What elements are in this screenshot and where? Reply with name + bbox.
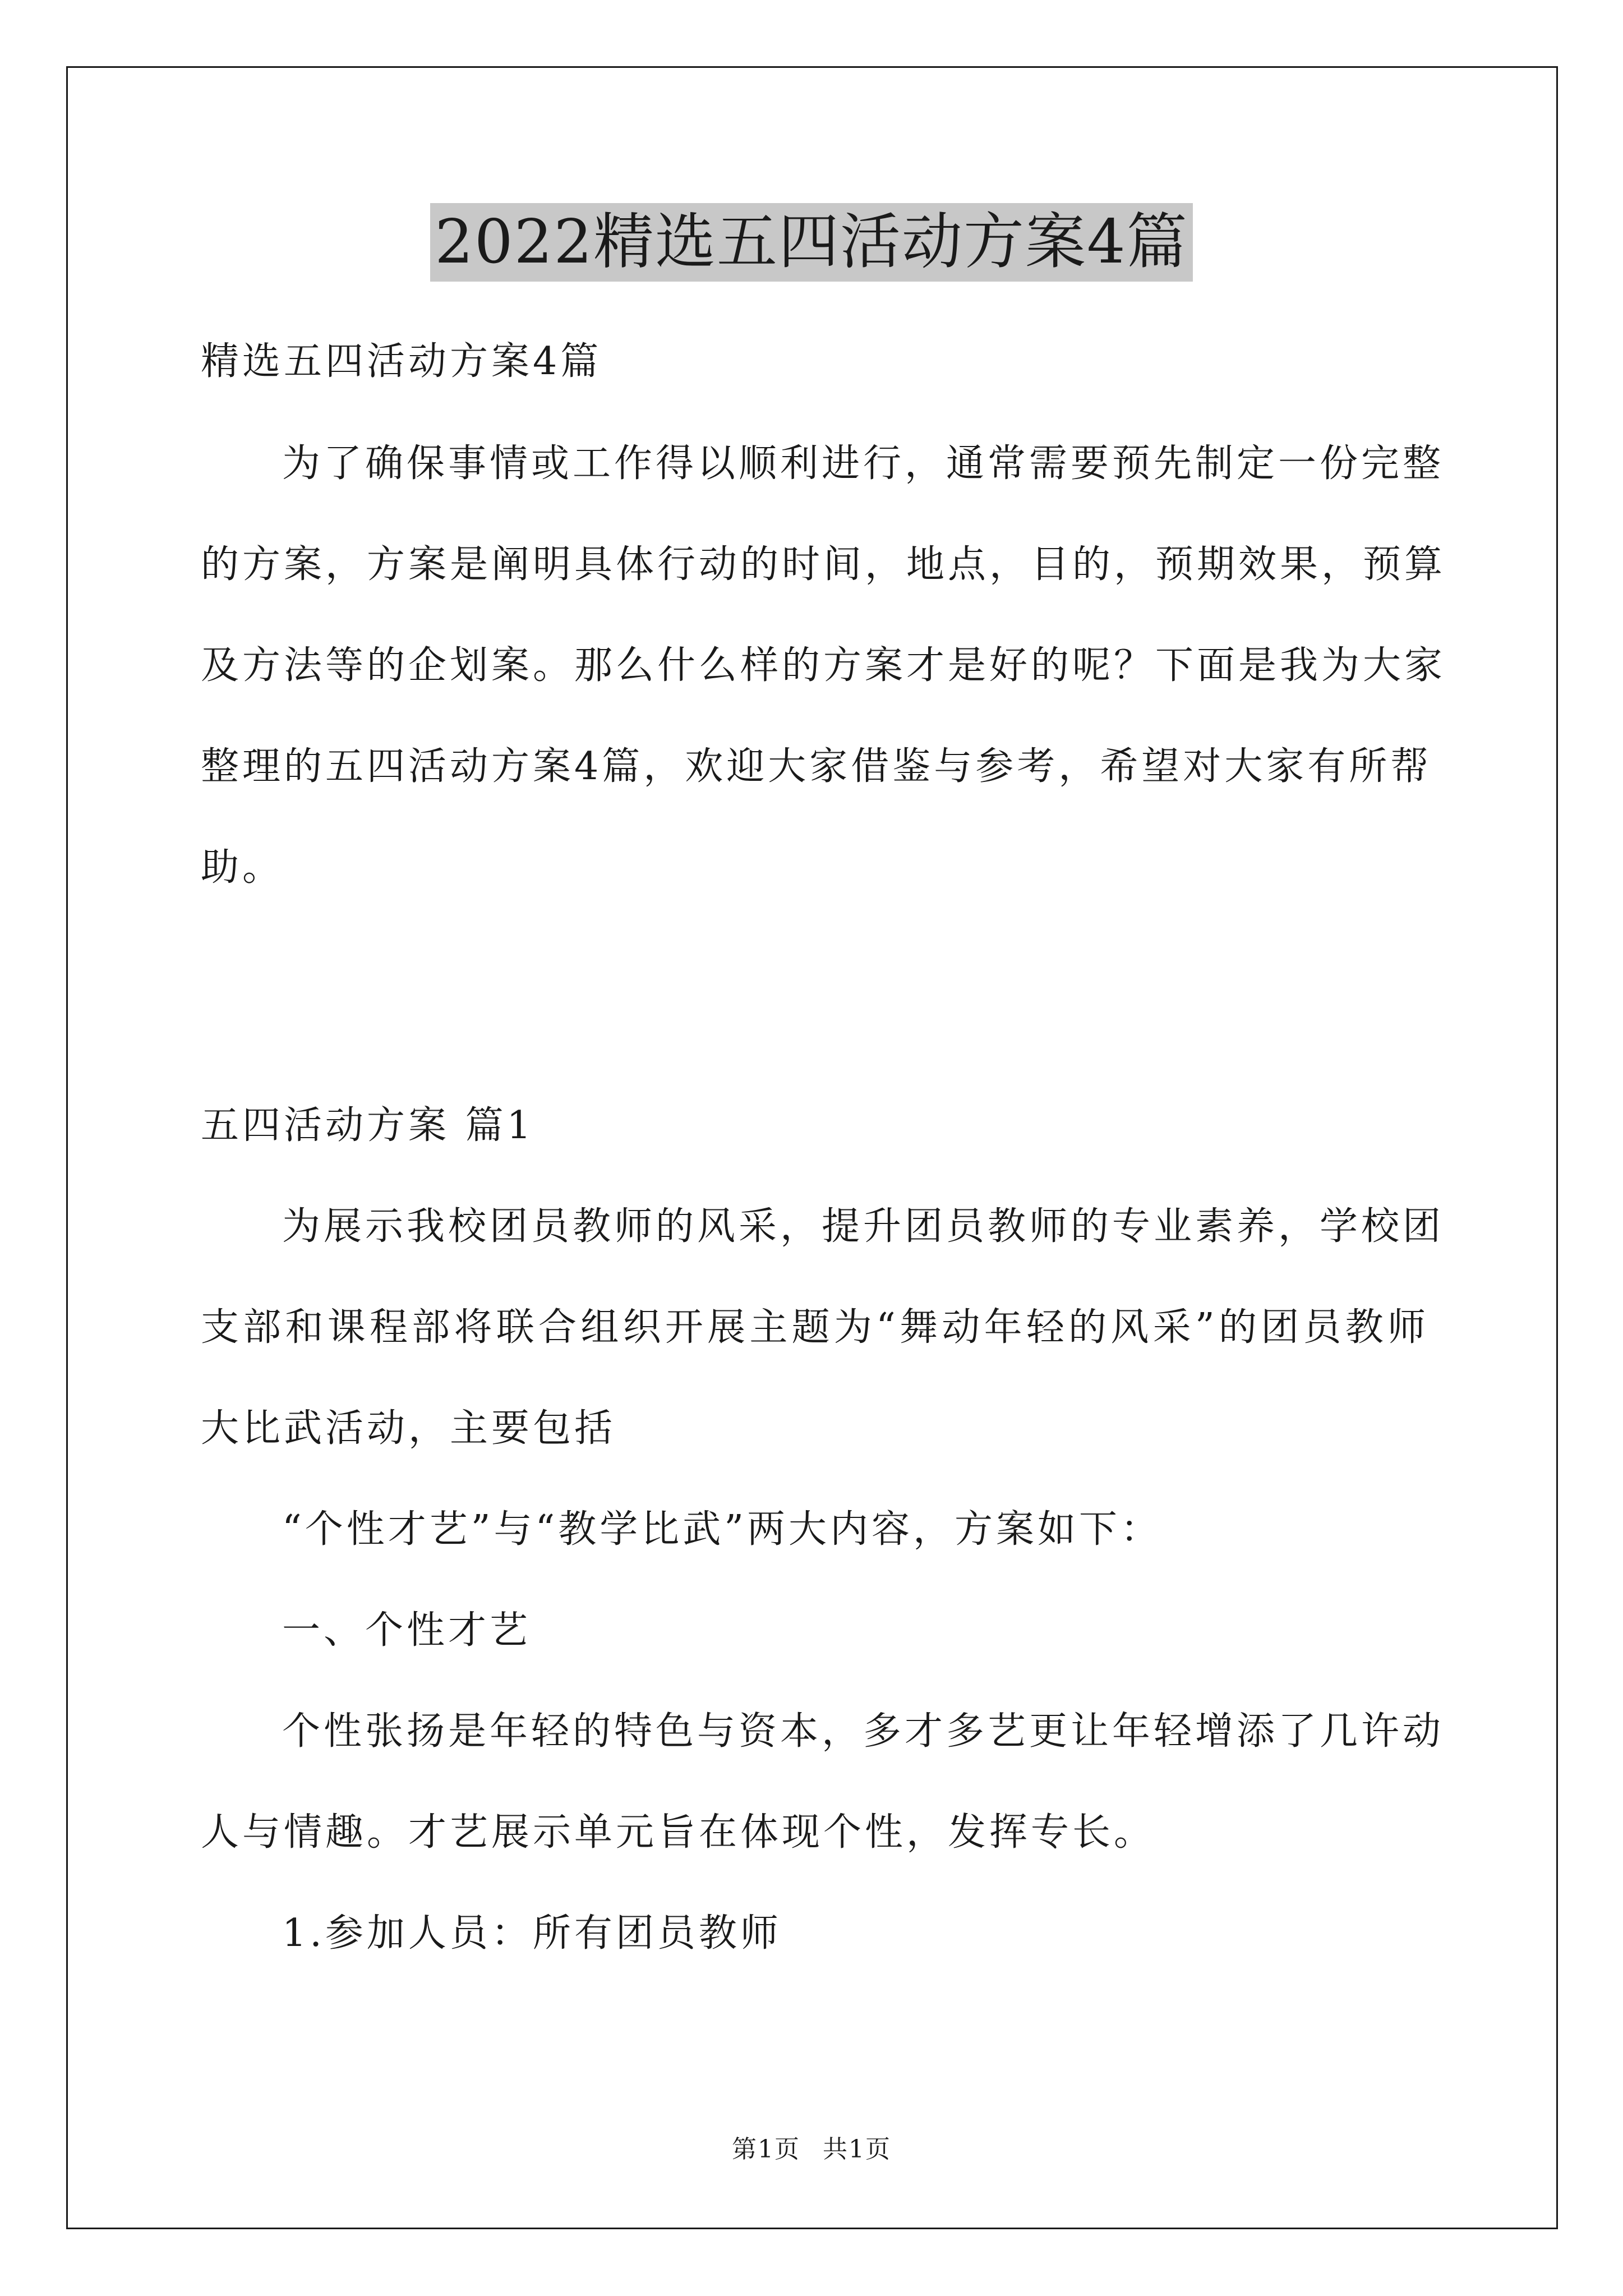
section-1-para3-line-1: 个性张扬是年轻的特色与资本，多才多艺更让年轻增添了几许动 <box>282 1709 1445 1754</box>
section-1-para1-line-1: 为展示我校团员教师的风采，提升团员教师的专业素养，学校团 <box>282 1204 1445 1249</box>
intro-line-5: 助。 <box>201 845 284 890</box>
section-1-para1-line-2: 支部和课程部将联合组织开展主题为“舞动年轻的风采”的团员教师 <box>201 1305 1429 1350</box>
section-1-para2: “个性才艺”与“教学比武”两大内容，方案如下： <box>282 1507 1163 1552</box>
title-container <box>0 203 1623 282</box>
section-1-para3-line-2: 人与情趣。才艺展示单元旨在体现个性，发挥专长。 <box>201 1810 1156 1855</box>
document-title: 2022精选五四活动方案4篇 <box>430 203 1193 282</box>
intro-line-1: 为了确保事情或工作得以顺利进行，通常需要预先制定一份完整 <box>282 441 1445 486</box>
intro-line-2: 的方案，方案是阐明具体行动的时间，地点，目的，预期效果，预算 <box>201 542 1446 587</box>
intro-line-4: 整理的五四活动方案4篇，欢迎大家借鉴与参考，希望对大家有所帮 <box>201 744 1432 789</box>
document-subtitle: 精选五四活动方案4篇 <box>201 339 602 384</box>
page-number-current: 第1页 <box>732 2135 800 2164</box>
intro-line-3: 及方法等的企划案。那么什么样的方案才是好的呢？下面是我为大家 <box>201 643 1446 688</box>
section-1-item-1: 1.参加人员：所有团员教师 <box>282 1911 782 1955</box>
section-1-para1-line-3: 大比武活动，主要包括 <box>201 1406 616 1451</box>
section-1-subheading: 一、个性才艺 <box>282 1608 532 1653</box>
page-footer <box>0 2129 1623 2165</box>
section-1-heading: 五四活动方案 篇1 <box>201 1103 534 1148</box>
page-number-total: 共1页 <box>823 2135 891 2164</box>
